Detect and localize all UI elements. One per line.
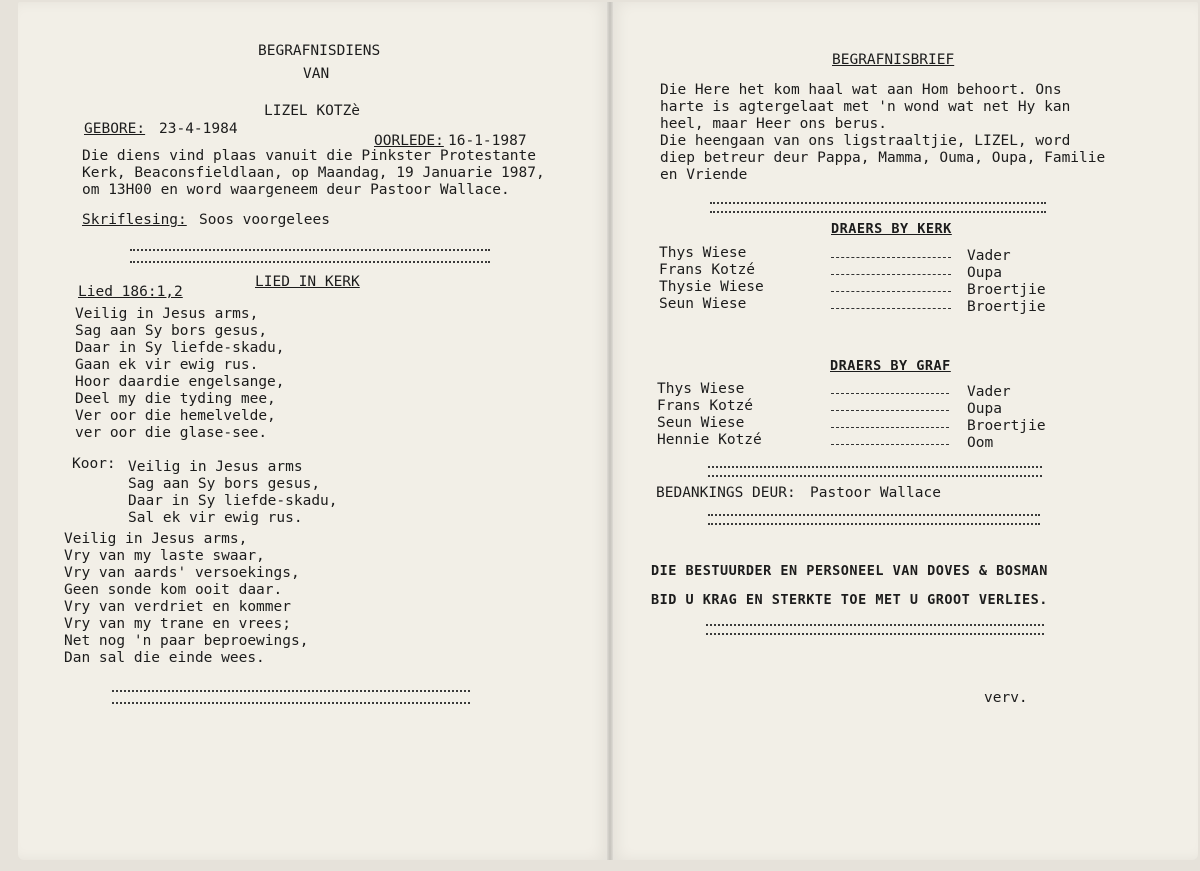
koor-line: Daar in Sy liefde-skadu,: [128, 493, 338, 509]
oorlede-date: 16-1-1987: [448, 133, 527, 149]
divider: [130, 261, 490, 263]
divider: [708, 466, 1042, 468]
graf-bearer-role: Oom: [967, 435, 994, 451]
divider: [708, 523, 1040, 525]
divider: [710, 202, 1046, 204]
graf-bearer-role: Oupa: [967, 401, 1002, 417]
kerk-bearer-name: Seun Wiese: [659, 296, 747, 312]
kerk-bearer-name: Frans Kotzé: [659, 262, 756, 278]
divider: [130, 249, 490, 251]
graf-bearer-role: Broertjie: [967, 418, 1046, 434]
kerk-bearer-role: Broertjie: [967, 282, 1046, 298]
brief-line: Die heengaan van ons ligstraaltjie, LIZEL, word: [660, 133, 1071, 149]
lied-number: Lied 186:1,2: [78, 284, 183, 300]
right-title: BEGRAFNISBRIEF: [832, 52, 955, 68]
brief-line: harte is agtergelaat met 'n wond wat net Hy kan: [660, 99, 1071, 115]
verse1-line: Gaan ek vir ewig rus.: [75, 357, 259, 373]
page-fold: [607, 2, 613, 860]
deceased-name: LIZEL KOTZè: [264, 103, 361, 119]
divider: [112, 690, 470, 692]
left-title: BEGRAFNISDIENS: [258, 43, 381, 59]
verse1-line: Sag aan Sy bors gesus,: [75, 323, 268, 339]
gebore-date: 23-4-1984: [159, 121, 238, 137]
leader-line: [831, 444, 949, 445]
divider: [112, 702, 470, 704]
verse1-line: ver oor die glase-see.: [75, 425, 268, 441]
koor-line: Sag aan Sy bors gesus,: [128, 476, 321, 492]
divider: [706, 633, 1044, 635]
divider: [708, 475, 1042, 477]
leader-line: [831, 393, 949, 394]
graf-bearer-name: Frans Kotzé: [657, 398, 754, 414]
oorlede-label: OORLEDE:: [374, 133, 444, 149]
koor-line: Veilig in Jesus arms: [128, 459, 303, 475]
leader-line: [831, 308, 951, 309]
verse1-line: Ver oor die hemelvelde,: [75, 408, 276, 424]
brief-line: diep betreur deur Pappa, Mamma, Ouma, Oupa, Familie: [660, 150, 1106, 166]
lied-heading: LIED IN KERK: [255, 274, 360, 290]
brief-line: Die Here het kom haal wat aan Hom behoort. Ons: [660, 82, 1062, 98]
bedankings-value: Pastoor Wallace: [810, 485, 941, 501]
verse1-line: Deel my die tyding mee,: [75, 391, 276, 407]
kerk-bearer-role: Vader: [967, 248, 1011, 264]
graf-bearer-name: Seun Wiese: [657, 415, 745, 431]
graf-bearer-name: Hennie Kotzé: [657, 432, 762, 448]
divider: [708, 514, 1040, 516]
brief-line: en Vriende: [660, 167, 748, 183]
gebore-label: GEBORE:: [84, 121, 146, 137]
footer-line-1: DIE BESTUURDER EN PERSONEEL VAN DOVES & BOSMAN: [651, 563, 1048, 579]
verse2-line: Geen sonde kom ooit daar.: [64, 582, 283, 598]
divider: [706, 624, 1044, 626]
graf-bearer-name: Thys Wiese: [657, 381, 745, 397]
verse2-line: Vry van verdriet en kommer: [64, 599, 291, 615]
verse1-line: Veilig in Jesus arms,: [75, 306, 259, 322]
verse2-line: Veilig in Jesus arms,: [64, 531, 248, 547]
verv-note: verv.: [984, 690, 1028, 706]
footer-line-2: BID U KRAG EN STERKTE TOE MET U GROOT VERLIES.: [651, 592, 1048, 608]
leader-line: [831, 274, 951, 275]
service-line-3: om 13H00 en word waargeneem deur Pastoor Wallace.: [82, 182, 510, 198]
verse2-line: Net nog 'n paar beproewings,: [64, 633, 309, 649]
verse2-line: Dan sal die einde wees.: [64, 650, 265, 666]
verse1-line: Hoor daardie engelsange,: [75, 374, 285, 390]
verse2-line: Vry van aards' versoekings,: [64, 565, 300, 581]
leader-line: [831, 427, 949, 428]
kerk-bearer-name: Thysie Wiese: [659, 279, 764, 295]
verse2-line: Vry van my laste swaar,: [64, 548, 265, 564]
brief-line: heel, maar Heer ons berus.: [660, 116, 887, 132]
graf-heading: DRAERS BY GRAF: [830, 358, 951, 374]
left-van: VAN: [303, 66, 330, 82]
verse1-line: Daar in Sy liefde-skadu,: [75, 340, 285, 356]
service-line-2: Kerk, Beaconsfieldlaan, op Maandag, 19 Januarie 1987,: [82, 165, 545, 181]
verse2-line: Vry van my trane en vrees;: [64, 616, 291, 632]
graf-bearer-role: Vader: [967, 384, 1011, 400]
kerk-heading: DRAERS BY KERK: [831, 221, 952, 237]
service-line-1: Die diens vind plaas vanuit die Pinkster Protestante: [82, 148, 536, 164]
kerk-bearer-name: Thys Wiese: [659, 245, 747, 261]
leader-line: [831, 410, 949, 411]
skriflesing-label: Skriflesing:: [82, 212, 187, 228]
leader-line: [831, 257, 951, 258]
koor-label: Koor:: [72, 456, 116, 472]
koor-line: Sal ek vir ewig rus.: [128, 510, 303, 526]
divider: [710, 211, 1046, 213]
skriflesing-value: Soos voorgelees: [199, 212, 330, 228]
kerk-bearer-role: Oupa: [967, 265, 1002, 281]
kerk-bearer-role: Broertjie: [967, 299, 1046, 315]
leader-line: [831, 291, 951, 292]
bedankings-label: BEDANKINGS DEUR:: [656, 485, 796, 501]
